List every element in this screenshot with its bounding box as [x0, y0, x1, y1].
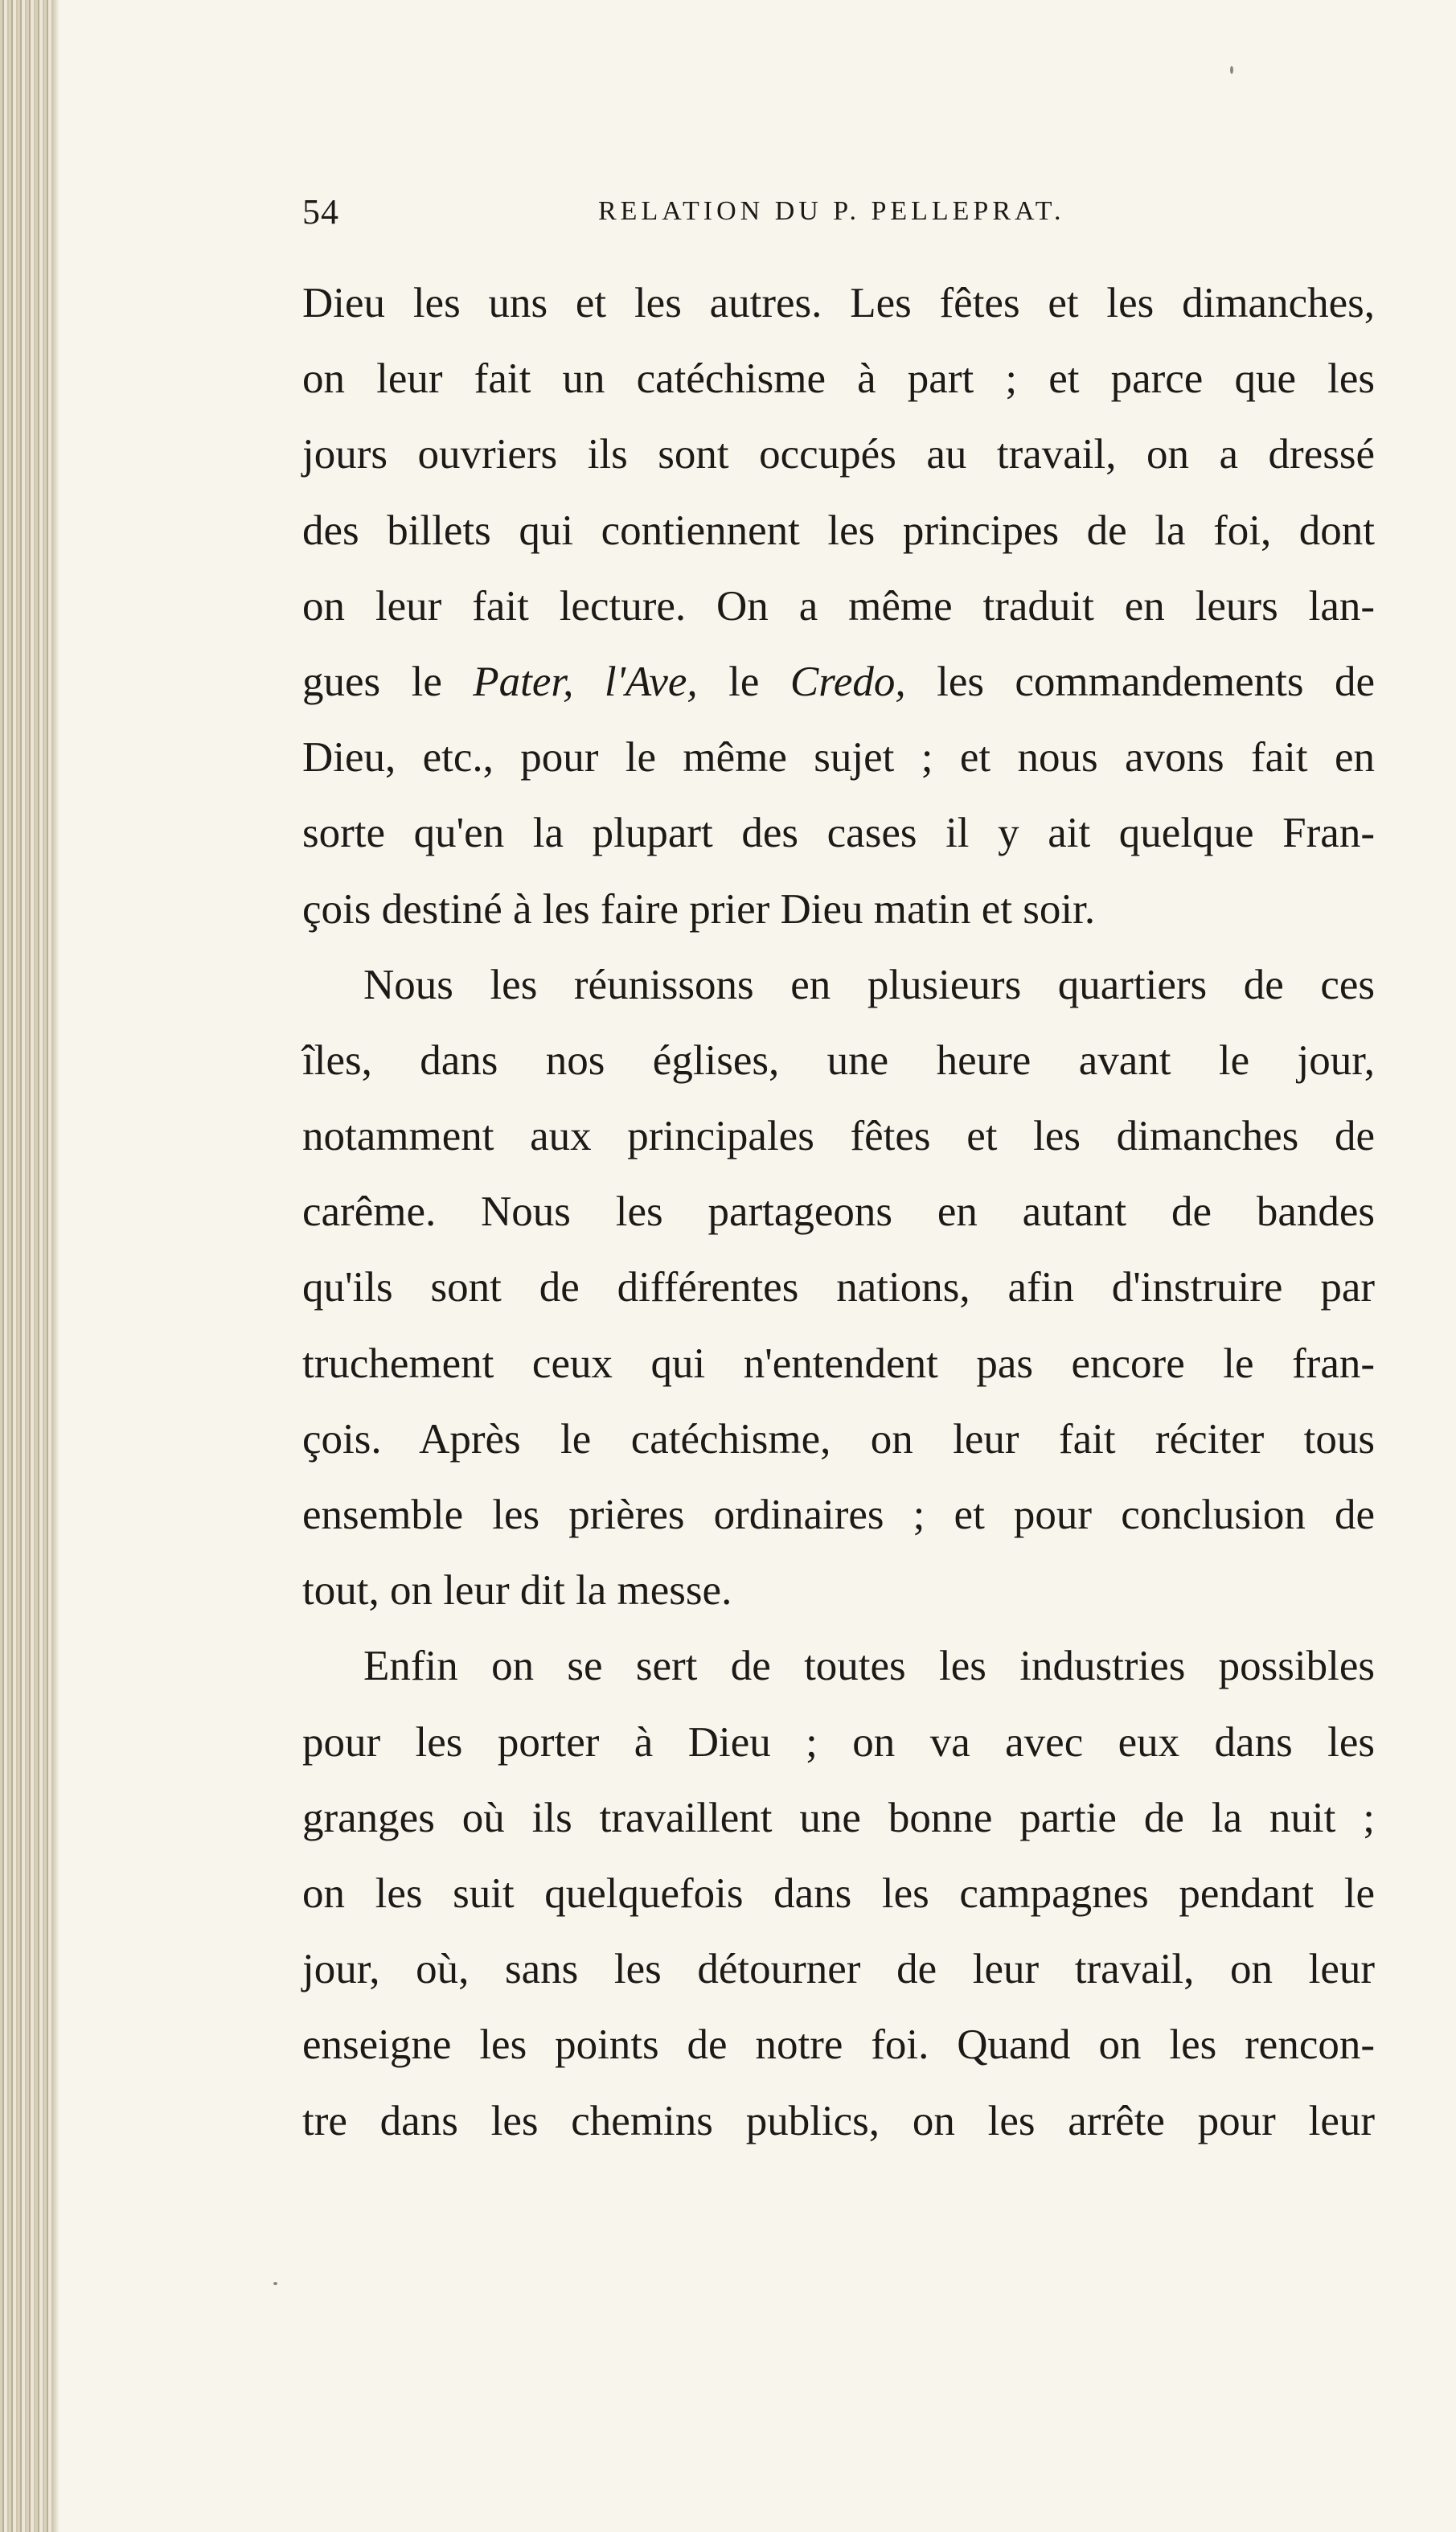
binding-shadow: [51, 0, 59, 2532]
text-line: on leur fait un catéchisme à part ; et parce que les: [302, 355, 1375, 403]
text-line: îles, dans nos églises, une heure avant le jour,: [302, 1036, 1375, 1084]
text-line: notamment aux principales fêtes et les dimanches de: [302, 1113, 1375, 1160]
page-number: 54: [302, 192, 339, 232]
italic-pater: Pater,: [473, 658, 574, 705]
book-binding-edge: [0, 0, 51, 2532]
paragraph-start-line: Enfin on se sert de toutes les industries possibles: [363, 1643, 1375, 1690]
text-line: qu'ils sont de différentes nations, afin d'instruire par: [302, 1264, 1375, 1311]
paragraph-end-line: tout, on leur dit la messe.: [302, 1567, 732, 1615]
text-line-with-italics: [302, 644, 1375, 720]
text-segment: gues le: [302, 658, 474, 705]
text-line: carême. Nous les partageons en autant de bandes: [302, 1188, 1375, 1236]
page-header: [302, 191, 1375, 240]
italic-ave: l'Ave,: [604, 658, 698, 705]
text-line: jours ouvriers ils sont occupés au travail, on a dressé: [302, 431, 1375, 478]
text-line: on les suit quelquefois dans les campagnes pendant le: [302, 1869, 1375, 1917]
italic-credo: Credo,: [790, 658, 906, 705]
paragraph-start-line: Nous les réunissons en plusieurs quartiers de ces: [363, 961, 1375, 1008]
text-segment: [573, 659, 604, 705]
body-text: [302, 265, 1375, 2159]
text-line: jour, où, sans les détourner de leur travail, on leur: [302, 1946, 1375, 1993]
text-line: pour les porter à Dieu ; on va avec eux dans les: [302, 1718, 1375, 1766]
text-segment: le: [697, 658, 790, 705]
paper-mark: [1230, 66, 1233, 74]
text-line: ensemble les prières ordinaires ; et pour conclusion de: [302, 1492, 1375, 1538]
paragraph-end-line: çois destiné à les faire prier Dieu matin et soir.: [302, 885, 1096, 933]
text-line: granges où ils travaillent une bonne partie de la nuit ;: [302, 1794, 1375, 1841]
text-line: sorte qu'en la plupart des cases il y ait quelque Fran-: [302, 810, 1375, 857]
text-line: des billets qui contiennent les principes de la foi, dont: [302, 507, 1375, 554]
text-line: çois. Après le catéchisme, on leur fait réciter tous: [302, 1415, 1375, 1463]
text-line: tre dans les chemins publics, on les arrête pour leur: [302, 2097, 1375, 2144]
text-line: Dieu les uns et les autres. Les fêtes et les dimanches,: [302, 280, 1375, 326]
text-line: truchement ceux qui n'entendent pas encore le fran-: [302, 1340, 1375, 1387]
paper-mark: [273, 2282, 277, 2285]
text-line: Dieu, etc., pour le même sujet ; et nous avons fait en: [302, 734, 1375, 782]
text-line: enseigne les points de notre foi. Quand on les rencon-: [302, 2021, 1375, 2069]
running-head: RELATION DU P. PELLEPRAT.: [598, 196, 1065, 226]
text-segment: les commandements de: [905, 658, 1376, 705]
text-line: on leur fait lecture. On a même traduit en leurs lan-: [302, 582, 1375, 630]
